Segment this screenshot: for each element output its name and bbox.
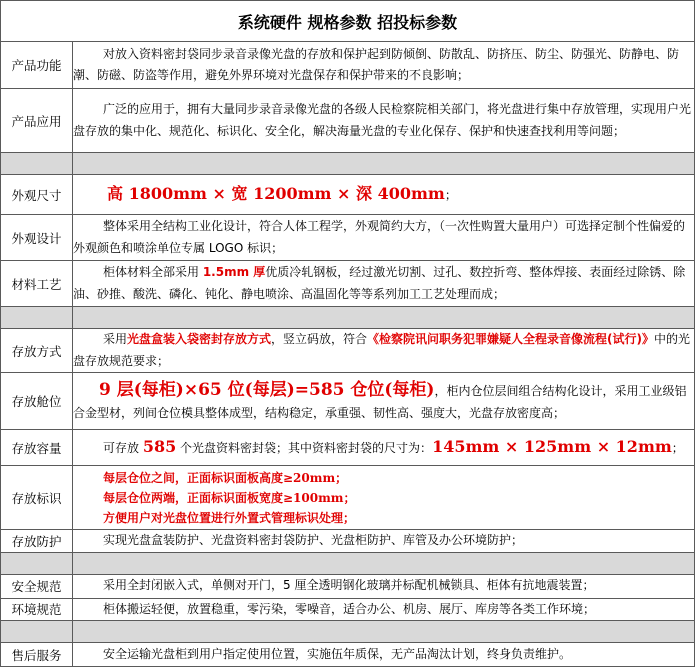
row-label: 材料工艺: [1, 261, 73, 307]
material-pre: 柜体材料全部采用: [103, 265, 203, 279]
row-text: [73, 466, 695, 530]
row-design: [1, 215, 695, 261]
storage-method: 光盘盒装入袋密封存放方式: [127, 332, 272, 346]
row-size: [1, 175, 695, 215]
row-text: [73, 373, 695, 430]
storage-pre: 采用: [103, 332, 128, 346]
row-text: [73, 430, 695, 466]
row-text: [73, 215, 695, 261]
size-tail: ；: [444, 187, 457, 202]
bays-value: 9 层(每柜)×65 位(每层)=585 仓位(每柜): [99, 379, 435, 400]
app-text: 广泛的应用于，拥有大量同步录音录像光盘的各级人民检察院相关部门，将光盘进行集中存放管理，实现用户光盘存放的集中化、规范化、标识化、安全化，解决海量光盘的专业化保存、保护和快速查找利用等问题；: [73, 102, 692, 138]
separator-row: [1, 621, 695, 643]
separator-row: [1, 552, 695, 574]
marking-line: 每层仓位两端，正面标识面板宽度≥100mm；: [103, 490, 356, 505]
storage-standard: 《检察院讯问职务犯罪嫌疑人全程录音像流程(试行)》: [367, 332, 655, 346]
row-safety: [1, 574, 695, 598]
capacity-post: ；: [671, 440, 684, 455]
row-text: [73, 574, 695, 598]
row-label: 存放容量: [1, 430, 73, 466]
marking-line: 每层仓位之间，正面标识面板高度≥20mm；: [103, 470, 348, 485]
bag-dimensions: 145mm × 125mm × 12mm: [432, 436, 672, 456]
row-label: 售后服务: [1, 643, 73, 667]
storage-post: 中的光盘存放规范要求；: [73, 332, 691, 368]
size-value: 高 1800mm × 宽 1200mm × 深 400mm: [107, 183, 445, 203]
row-label: 安全规范: [1, 574, 73, 598]
table-title: 系统硬件 规格参数 招投标参数: [1, 1, 695, 42]
row-app: [1, 89, 695, 153]
row-text: [73, 261, 695, 307]
bays-post: ，柜内仓位层间组合结构化设计，采用工业级铝合金型材，列间仓位模具整体成型，结构稳定，承重强、韧性高、强度大，光盘存放密度高；: [73, 383, 687, 420]
row-text: [73, 530, 695, 553]
row-bays: [1, 373, 695, 430]
separator-row: [1, 307, 695, 329]
row-label: 产品应用: [1, 89, 73, 153]
row-func: [1, 42, 695, 89]
row-env: [1, 598, 695, 621]
row-material: [1, 261, 695, 307]
material-post: 优质冷轧钢板，经过激光切割、过孔、数控折弯、整体焊接、表面经过除锈、除油、砂推、酸洗、磷化、钝化、静电喷涂、高温固化等等系列加工工艺处理而成；: [73, 265, 686, 301]
row-label: 存放舱位: [1, 373, 73, 430]
row-label: 存放方式: [1, 329, 73, 373]
capacity-pre: 可存放: [103, 440, 143, 455]
marking-line: 方便用户对光盘位置进行外置式管理标识处理；: [103, 510, 356, 525]
row-text: [73, 42, 695, 89]
row-label: 存放标识: [1, 466, 73, 530]
material-thickness: 1.5mm 厚: [202, 265, 266, 279]
row-storage: [1, 329, 695, 373]
separator-row: [1, 153, 695, 175]
func-text: 对放入资料密封袋同步录音录像光盘的存放和保护起到防倾倒、防散乱、防挤压、防尘、防强光、防静电、防潮、防磁、防盗等作用，避免外界环境对光盘保存和保护带来的不良影响；: [73, 46, 680, 82]
row-text: [73, 598, 695, 621]
design-text: 整体采用全结构工业化设计，符合人体工程学，外观简约大方，（一次性购置大量用户）可选择定制个性偏爱的外观颜色和喷涂单位专属 LOGO 标识；: [73, 219, 686, 255]
storage-mid: ，竖立码放，符合: [271, 332, 368, 346]
row-text: [73, 643, 695, 667]
capacity-mid: 个光盘资料密封袋；其中资料密封袋的尺寸为：: [176, 440, 433, 455]
row-label: 产品功能: [1, 42, 73, 89]
env-text: 柜体搬运轻便，放置稳重，零污染，零噪音，适合办公、机房、展厅、库房等各类工作环境；: [103, 601, 596, 616]
row-label: 外观设计: [1, 215, 73, 261]
row-marking: [1, 466, 695, 530]
row-text: [73, 329, 695, 373]
capacity-count: 585: [142, 436, 177, 456]
service-text: 安全运输光盘柜到用户指定使用位置，实施伍年质保，无产品淘汰计划，终身负责维护。: [103, 646, 572, 661]
row-label: 存放防护: [1, 530, 73, 553]
safety-text: 采用全封闭嵌入式，单侧对开门，5 厘全透明钢化玻璃并标配机械锁具、柜体有抗地震装置；: [103, 578, 595, 593]
row-label: 环境规范: [1, 598, 73, 621]
row-protect: [1, 530, 695, 553]
row-capacity: [1, 430, 695, 466]
row-label: 外观尺寸: [1, 175, 73, 215]
row-text: [73, 89, 695, 153]
row-service: [1, 643, 695, 667]
row-text: [73, 175, 695, 215]
protect-text: 实现光盘盒装防护、光盘资料密封袋防护、光盘柜防护、库管及办公环境防护；: [103, 533, 524, 547]
